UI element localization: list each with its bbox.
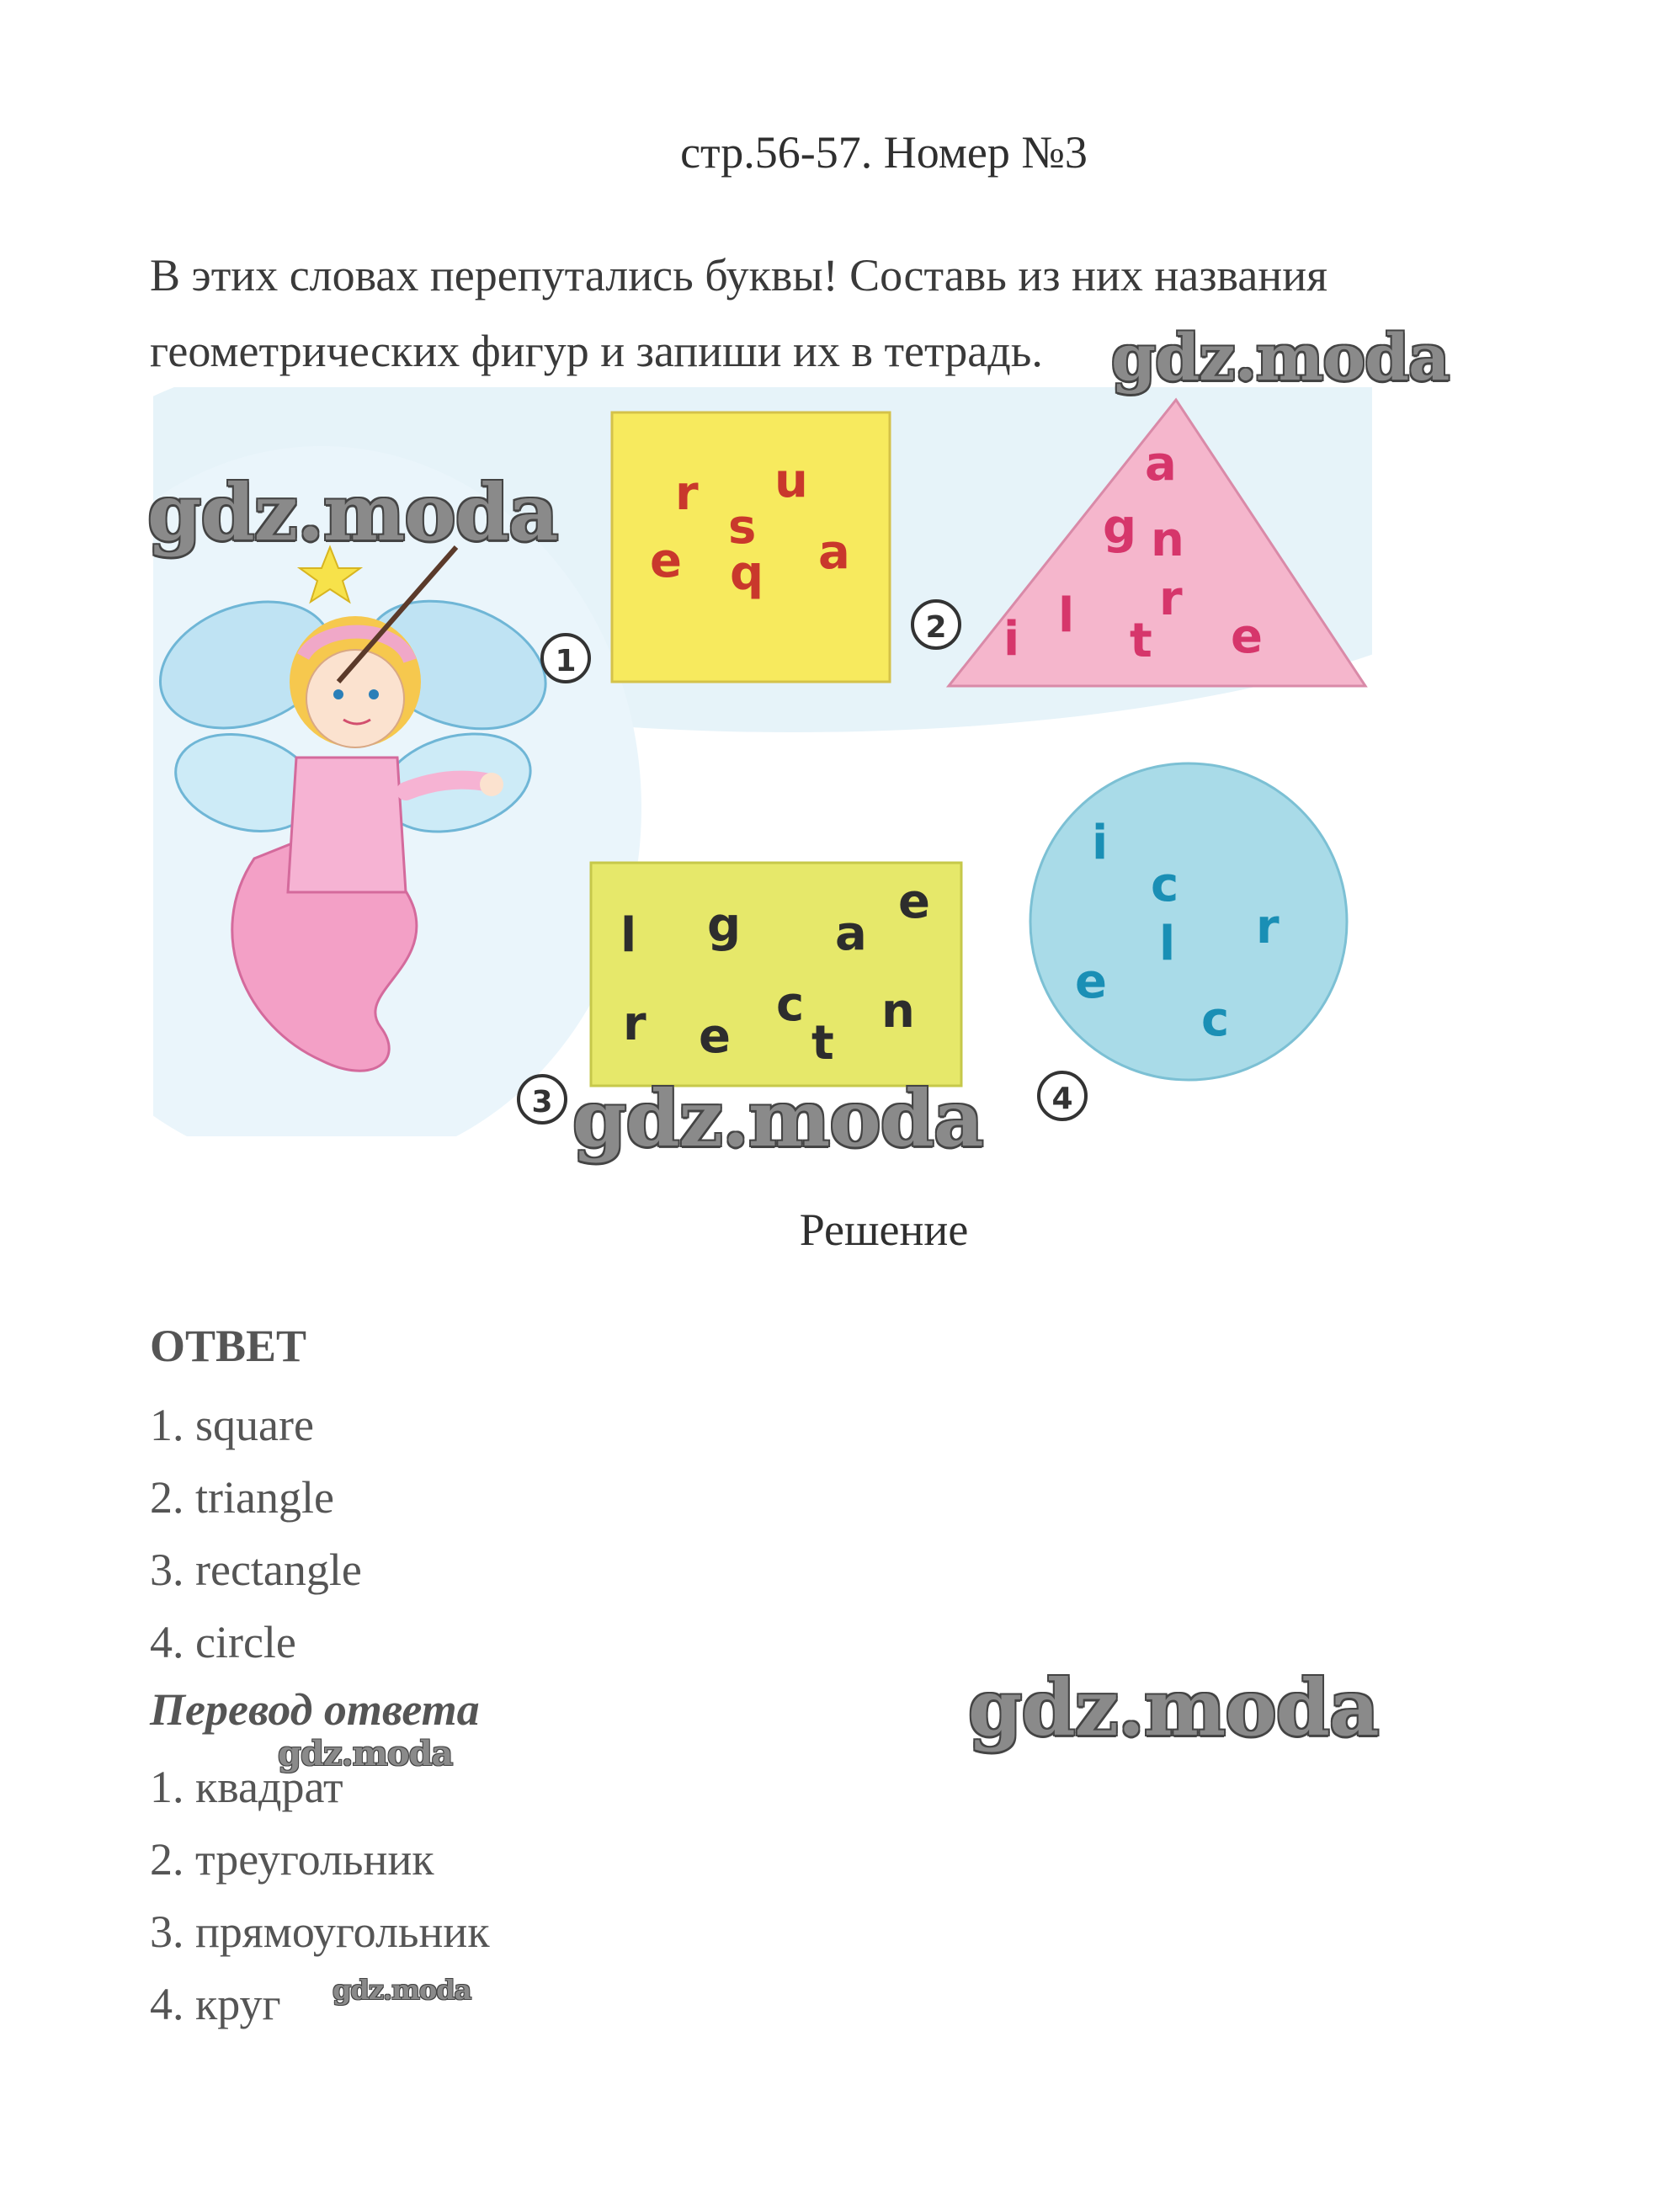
translation-item: 3. прямоугольник [150, 1906, 490, 1957]
badge-2 [912, 601, 960, 648]
translation-item: 4. круг [150, 1979, 281, 2029]
svg-text:3: 3 [531, 1085, 553, 1119]
answer-item: 4. circle [150, 1617, 296, 1667]
translation-item: 1. квадрат [150, 1762, 343, 1812]
circle-letter: c [1151, 858, 1179, 912]
triangle-letter: n [1151, 513, 1184, 567]
rectangle-letter: e [699, 1009, 731, 1064]
rectangle-letter: c [776, 977, 805, 1032]
square-letter: a [818, 525, 850, 580]
watermark: gdz.moda [572, 1073, 983, 1164]
answer-list [150, 1389, 362, 1678]
circle-letter: r [1256, 900, 1280, 954]
triangle-letter: t [1130, 614, 1152, 668]
answer-item: 1. square [150, 1400, 314, 1450]
translation-item: 2. треугольник [150, 1834, 434, 1885]
square-letter: r [675, 466, 699, 521]
badge-1 [542, 635, 589, 682]
triangle-letter: e [1231, 609, 1263, 664]
triangle-letter: a [1145, 437, 1177, 492]
triangle-letter: l [1058, 588, 1075, 643]
triangle-letter: r [1159, 572, 1183, 626]
task-line-1: В этих словах перепутались буквы! Составь из них названия [150, 250, 1327, 300]
shape-circle [1030, 763, 1347, 1080]
svg-text:2: 2 [925, 610, 947, 645]
rectangle-letter: g [707, 898, 742, 953]
watermark: gdz.moda [1111, 320, 1450, 395]
answer-item: 3. rectangle [150, 1545, 362, 1595]
square-letter: q [730, 546, 764, 601]
square-letter: s [728, 500, 757, 555]
solution-label: Решение [799, 1204, 969, 1255]
watermark: gdz.moda [147, 467, 558, 558]
page-title: стр.56-57. Номер №3 [680, 127, 1088, 178]
rectangle-letter: r [623, 997, 646, 1051]
rectangle-letter: e [898, 875, 930, 929]
rectangle-letter: n [881, 984, 915, 1039]
shape-rectangle [591, 863, 961, 1086]
circle-letter: l [1159, 917, 1176, 971]
badge-4 [1039, 1072, 1086, 1119]
rectangle-letter: t [811, 1016, 834, 1071]
answer-heading: ОТВЕТ [150, 1321, 307, 1371]
triangle-letter: i [1003, 612, 1020, 667]
triangle-letter: g [1103, 500, 1137, 555]
circle-letter: i [1092, 816, 1109, 870]
badge-3 [519, 1076, 566, 1123]
watermark: gdz.moda [968, 1662, 1379, 1753]
watermark: gdz.moda [333, 1974, 471, 2006]
shape-square [612, 412, 890, 682]
square-letter: u [774, 454, 808, 508]
svg-text:4: 4 [1051, 1082, 1073, 1116]
translation-heading: Перевод ответа [150, 1684, 480, 1735]
answer-item: 2. triangle [150, 1472, 334, 1523]
square-letter: e [650, 534, 682, 588]
circle-letter: c [1201, 992, 1230, 1047]
task-line-2: геометрических фигур и запиши их в тетрадь. [150, 326, 1043, 376]
rectangle-letter: a [835, 907, 867, 961]
watermark: gdz.moda [278, 1734, 453, 1773]
svg-text:1: 1 [555, 644, 577, 678]
circle-letter: e [1075, 954, 1107, 1009]
rectangle-letter: l [620, 908, 637, 963]
